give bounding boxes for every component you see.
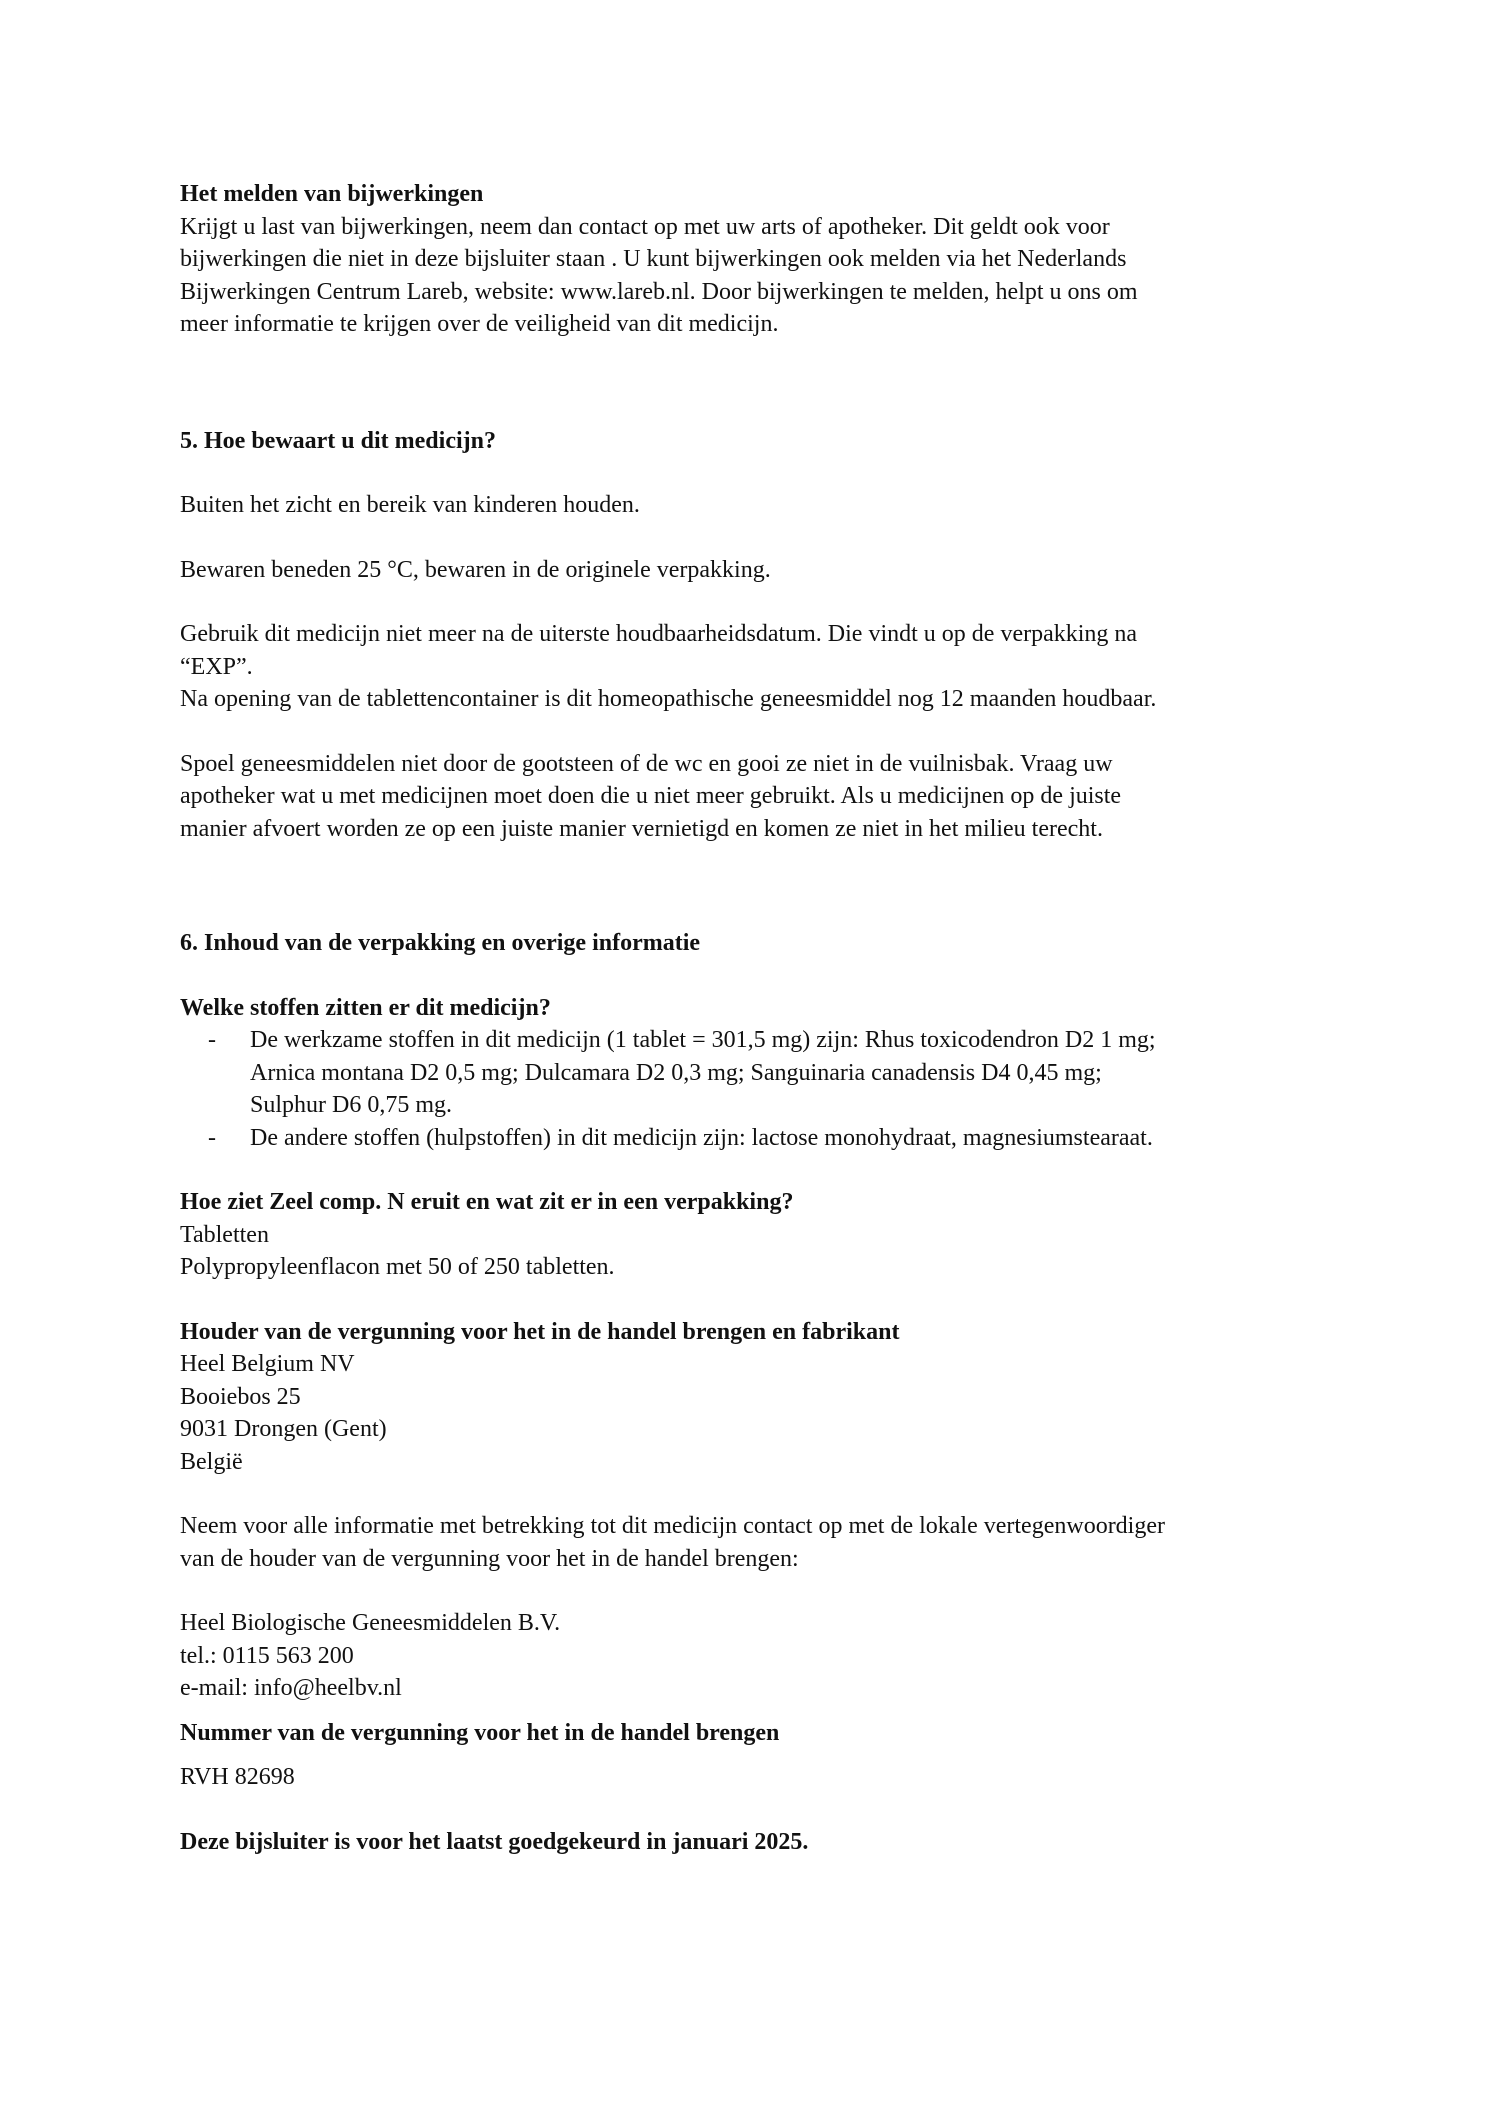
leaflet-page [180,178,1330,1858]
holder-line: België [180,1448,243,1475]
contact-line: van de houder van de vergunning voor het in de handel brengen: [180,1545,799,1572]
list-item [180,1024,1330,1122]
list-dash: - [208,1124,216,1151]
section6-heading: 6. Inhoud van de verpakking en overige informatie [180,930,701,956]
side-effects-line: meer informatie te krijgen over de veiligheid van dit medicijn. [180,311,779,337]
active-ingredients-line: Arnica montana D2 0,5 mg; Dulcamara D2 0,3 mg; Sanguinaria canadensis D4 0,45 mg; [250,1059,1102,1086]
holder-line: Heel Belgium NV [180,1351,355,1377]
appearance-heading: Hoe ziet Zeel comp. N eruit en wat zit er in een verpakking? [180,1189,794,1215]
disposal-line: manier afvoert worden ze op een juiste manier vernietigd en komen ze niet in het milieu terecht. [180,815,1103,842]
contact-line: Neem voor alle informatie met betrekking tot dit medicijn contact op met de lokale vertegenwoordiger [180,1513,1165,1539]
side-effects-heading: Het melden van bijwerkingen [180,181,484,207]
storage-temperature-text: Bewaren beneden 25 °C, bewaren in de originele verpakking. [180,556,771,583]
holder-heading: Houder van de vergunning voor het in de handel brengen en fabrikant [180,1318,900,1345]
approval-date-text: Deze bijsluiter is voor het laatst goedgekeurd in januari 2025. [180,1828,809,1855]
list-dash: - [208,1027,216,1053]
expiry-line: Gebruik dit medicijn niet meer na de uiterste houdbaarheidsdatum. Die vindt u op de verpakking na [180,621,1138,647]
side-effects-line: bijwerkingen die niet in deze bijsluiter staan . U kunt bijwerkingen ook melden via het Nederlands [180,246,1127,272]
storage-children-text: Buiten het zicht en bereik van kinderen houden. [180,492,640,518]
appearance-line: Polypropyleenflacon met 50 of 250 tabletten. [180,1254,615,1280]
excipients-text: De andere stoffen (hulpstoffen) in dit medicijn zijn: lactose monohydraat, magnesiumstearaat. [250,1124,1153,1151]
appearance-line: Tabletten [180,1221,269,1248]
license-heading: Nummer van de vergunning voor het in de handel brengen [180,1719,780,1746]
ingredients-heading: Welke stoffen zitten er dit medicijn? [180,994,551,1021]
holder-line: 9031 Drongen (Gent) [180,1416,387,1442]
side-effects-line: Krijgt u last van bijwerkingen, neem dan contact op met uw arts of apotheker. Dit geldt ook voor [180,213,1110,240]
disposal-line: apotheker wat u met medicijnen moet doen die u niet meer gebruikt. Als u medicijnen op de juiste [180,783,1122,809]
active-ingredients-line: De werkzame stoffen in dit medicijn (1 tablet = 301,5 mg) zijn: Rhus toxicodendron D2 1 mg; [250,1027,1156,1053]
ingredients-list [180,1024,1330,1154]
representative-line: tel.: 0115 563 200 [180,1642,354,1669]
active-ingredients-line: Sulphur D6 0,75 mg. [250,1092,453,1118]
list-item [180,1122,1330,1155]
license-number: RVH 82698 [180,1764,295,1790]
holder-line: Booiebos 25 [180,1383,301,1410]
representative-line: Heel Biologische Geneesmiddelen B.V. [180,1610,561,1636]
section5-heading: 5. Hoe bewaart u dit medicijn? [180,427,496,454]
disposal-line: Spoel geneesmiddelen niet door de gootsteen of de wc en gooi ze niet in de vuilnisbak. Vraag uw [180,750,1113,777]
expiry-line: “EXP”. [180,653,253,680]
representative-line: e-mail: info@heelbv.nl [180,1675,402,1701]
expiry-line: Na opening van de tablettencontainer is dit homeopathische geneesmiddel nog 12 maanden houdbaar. [180,686,1157,712]
side-effects-line: Bijwerkingen Centrum Lareb, website: www.lareb.nl. Door bijwerkingen te melden, helpt u ons om [180,278,1138,305]
